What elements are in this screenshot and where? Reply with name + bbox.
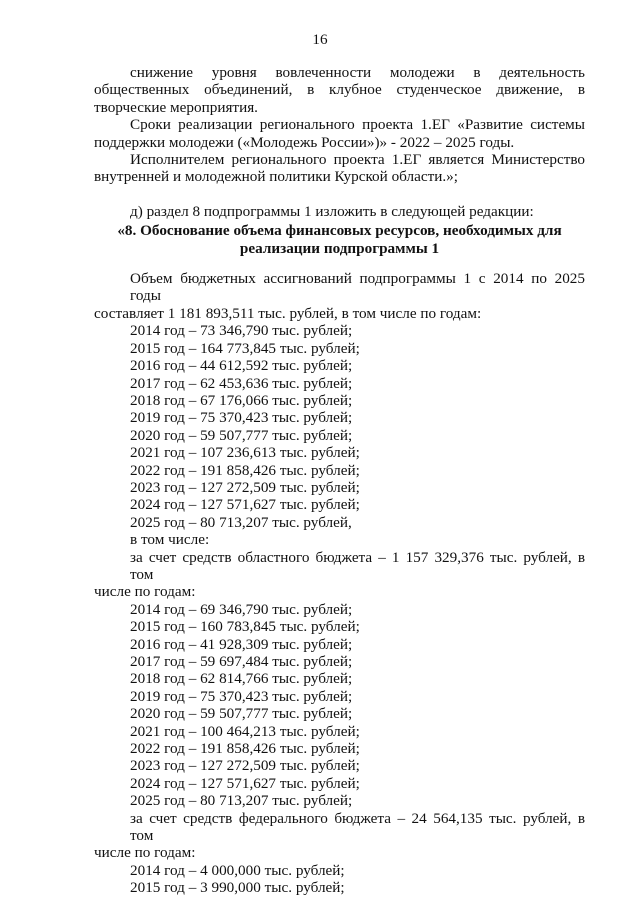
intro-para2-line1: Сроки реализации регионального проекта 1.ЕГ «Развитие системы [130,116,585,134]
regional-year-item: 2022 год – 191 858,426 тыс. рублей; [130,740,360,758]
total-year-item: 2014 год – 73 346,790 тыс. рублей; [130,322,353,340]
regional-year-item: 2019 год – 75 370,423 тыс. рублей; [130,687,353,705]
federal-line2: числе по годам: [94,844,196,862]
section-heading-line2: реализации подпрограммы 1 [239,239,440,257]
total-year-item: 2022 год – 191 858,426 тыс. рублей; [130,461,360,479]
total-year-item: 2023 год – 127 272,509 тыс. рублей; [130,478,360,496]
regional-line1: за счет средств областного бюджета – 1 157 329,376 тыс. рублей, в том [130,548,585,583]
regional-year-item: 2018 год – 62 814,766 тыс. рублей; [130,670,353,688]
instruction-text: д) раздел 8 подпрограммы 1 изложить в следующей редакции: [130,202,534,220]
document-body [94,64,585,897]
total-year-item: 2024 год – 127 571,627 тыс. рублей; [130,496,360,514]
total-year-item: 2015 год – 164 773,845 тыс. рублей; [130,339,360,357]
regional-year-item: 2020 год – 59 507,777 тыс. рублей; [130,705,353,723]
total-year-list [130,322,585,548]
regional-year-item: 2023 год – 127 272,509 тыс. рублей; [130,757,360,775]
total-year-item: 2016 год – 44 612,592 тыс. рублей; [130,357,353,375]
regional-year-item: 2024 год – 127 571,627 тыс. рублей; [130,774,360,792]
regional-line2: числе по годам: [94,583,196,601]
intro-para1-line3: творческие мероприятия. [94,98,258,116]
total-year-item: 2017 год – 62 453,636 тыс. рублей; [130,374,353,392]
federal-year-list [130,862,585,897]
total-year-item: 2020 год – 59 507,777 тыс. рублей; [130,426,353,444]
regional-year-item: 2016 год – 41 928,309 тыс. рублей; [130,635,353,653]
federal-year-item: 2015 год – 3 990,000 тыс. рублей; [130,879,345,897]
including-label: в том числе: [130,531,210,549]
section-heading [94,222,585,257]
intro-para3-line1: Исполнителем регионального проекта 1.ЕГ является Министерство [130,151,585,169]
intro-para2-line2: поддержки молодежи («Молодежь России»)» - 2022 – 2025 годы. [94,133,515,151]
federal-year-item: 2014 год – 4 000,000 тыс. рублей; [130,861,345,879]
intro-para1-line2: общественных объединений, в клубное студенческое движение, в [94,81,585,99]
regional-year-list [130,601,585,810]
intro-para3-line2: внутренней и молодежной политики Курской области.»; [94,168,458,186]
regional-year-item: 2015 год – 160 783,845 тыс. рублей; [130,618,360,636]
page-number: 16 [312,31,328,48]
regional-year-item: 2014 год – 69 346,790 тыс. рублей; [130,600,353,618]
total-year-item: 2018 год – 67 176,066 тыс. рублей; [130,391,353,409]
regional-year-item: 2025 год – 80 713,207 тыс. рублей; [130,792,353,810]
total-year-item: 2021 год – 107 236,613 тыс. рублей; [130,444,360,462]
regional-year-item: 2021 год – 100 464,213 тыс. рублей; [130,722,360,740]
section-heading-line1: «8. Обоснование объема финансовых ресурсов, необходимых для [117,222,562,240]
regional-year-item: 2017 год – 59 697,484 тыс. рублей; [130,653,353,670]
total-line2: составляет 1 181 893,511 тыс. рублей, в том числе по годам: [94,304,482,322]
intro-para1-line1: снижение уровня вовлеченности молодежи в деятельность [130,64,585,81]
total-line1: Объем бюджетных ассигнований подпрограммы 1 с 2014 по 2025 годы [130,270,585,305]
total-year-item: 2025 год – 80 713,207 тыс. рублей, [130,513,352,531]
total-year-item: 2019 год – 75 370,423 тыс. рублей; [130,409,353,427]
federal-line1: за счет средств федерального бюджета – 24 564,135 тыс. рублей, в том [130,809,585,845]
